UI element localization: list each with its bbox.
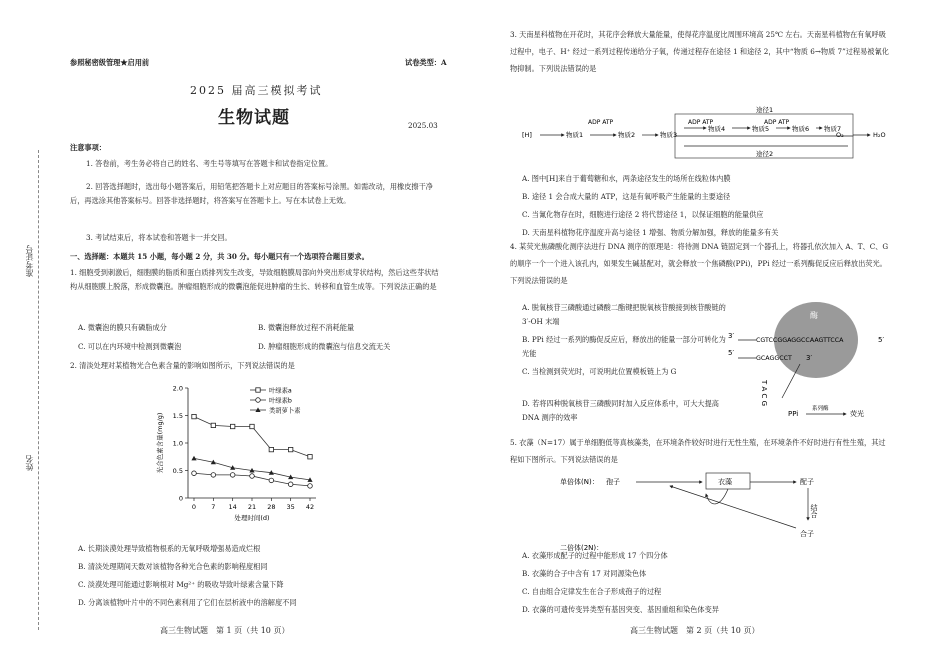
notice-2: 2. 回答选择题时，选出每小题答案后，用铅笔把答题卡上对应题目的答案标号涂黑。如需改动，用橡皮擦干净后，再选涂其他答案标号。回答非选择题时，将答案写在答题卡上。写在本试卷上无效。 <box>70 182 433 205</box>
haploid-label: 单倍体(N)： <box>560 478 599 486</box>
series-1-point <box>269 447 273 451</box>
q5-option-d: D. 衣藻的可遗传变异类型有基因突变、基因重组和染色体变异 <box>522 605 719 614</box>
q5-option-a: A. 衣藻形成配子的过程中能形成 17 个四分体 <box>522 551 668 560</box>
paper-type: 试卷类型：A <box>405 58 447 67</box>
node-5: 物质5 <box>752 125 770 133</box>
q1-option-d: D. 肿瘤细胞形成的微囊泡与信息交流无关 <box>258 342 391 351</box>
series-1-point <box>211 423 215 427</box>
notice-1: 1. 答卷前，考生务必将自己的姓名、考生号等填写在答题卡和试卷指定位置。 <box>86 159 333 168</box>
q5-stem: 5. 衣藻（N=17）属于单细胞低等真核藻类，在环境条件较好时进行无性生殖，在环境条件不好时进行有性生殖，其过程如下图所示。下列说法错误的是 <box>510 438 886 464</box>
q1-option-b: B. 微囊泡释放过程不消耗能量 <box>258 323 355 332</box>
route1-label: 途径1 <box>756 106 774 114</box>
zygote-node: 合子 <box>800 530 814 538</box>
spore-node: 孢子 <box>606 478 620 486</box>
q4-option-b: B. PPi 经过一系列的酶促反应后，释放出的能量一部分可转化为光能 <box>522 335 726 358</box>
x-tick-label: 21 <box>247 503 257 511</box>
dna-bottom-strand: GCAGGCCT <box>756 355 792 362</box>
pigment-line-chart <box>150 378 350 538</box>
series-1-point <box>308 455 312 459</box>
q3-option-d: D. 天南星科植物花序温度升高与途径 1 增强、物质分解加强，释放的能量多有关 <box>522 228 779 237</box>
x-tick-label: 35 <box>286 503 295 511</box>
node-3: 物质3 <box>660 131 678 139</box>
x-tick-label: 28 <box>267 503 276 511</box>
subject-title: 生物试题 <box>218 108 290 128</box>
dna-top-5prime: 5′ <box>878 336 885 344</box>
page2-footer: 高三生物试题 第 2 页（共 10 页） <box>630 626 760 635</box>
dna-top-3prime: 3′ <box>728 332 735 340</box>
y-axis-label: 光合色素含量(mg/g) <box>156 412 164 474</box>
q5-option-b: B. 衣藻的合子中含有 17 对同源染色体 <box>522 569 647 578</box>
start-node: [H] <box>522 131 532 139</box>
series-1-point <box>288 447 292 451</box>
series-2-point <box>192 471 197 476</box>
y-tick-label: 1.5 <box>172 412 183 420</box>
node-o2: O₂ <box>836 131 844 139</box>
node-7: 物质7 <box>824 125 842 133</box>
q2-stem: 2. 清淡处理对某植物光合色素含量的影响如图所示，下列说法错误的是 <box>70 361 295 370</box>
notice-3: 3. 考试结束后，将本试卷和答题卡一并交回。 <box>86 233 232 242</box>
y-tick-label: 2.0 <box>172 384 183 393</box>
series-2-point <box>308 484 313 489</box>
section-heading: 一、选择题：本题共 15 小题，每小题 2 分，共 30 分。每小题只有一个选项符合题目要求。 <box>70 252 369 261</box>
legend-marker-1 <box>256 388 260 392</box>
series-3-point <box>191 456 196 461</box>
q3-option-a: A. 图中[H]来自于葡萄糖和水，两条途径发生的场所在线粒体内膜 <box>522 174 731 183</box>
dna-sequencing-diagram <box>728 298 898 428</box>
series-2-point <box>230 473 235 478</box>
q4-option-d: D. 若将四种脱氧核苷三磷酸同时加入反应体系中，可大大提高 DNA 测序的效率 <box>522 399 719 422</box>
diploid-label: 二倍体(2N)： <box>560 544 604 552</box>
electron-pathway-diagram <box>518 104 898 164</box>
q3-option-c: C. 当氰化物存在时，细胞进行途径 2 将代替途径 1，以保证细胞的能量供应 <box>522 210 764 219</box>
x-tick-label: 7 <box>211 503 216 511</box>
q1-stem: 1. 细胞受到刺激后，细胞膜的脂质和蛋白质排列发生改变，导致细胞膜局部向外突出形成芽状结构，然后这些芽状结构从细胞膜上脱落，形成微囊泡。肿瘤细胞形成的微囊泡能促进肿瘤的生长、转移和血管生成等。下列说法正确的是 <box>70 268 439 291</box>
node-2: 物质2 <box>618 131 636 139</box>
node-6: 物质6 <box>792 125 810 133</box>
enzyme-series-label: 系列酶 <box>812 406 829 412</box>
node-h2o: H₂O <box>873 131 886 139</box>
ticket-number-label: 准考证号 <box>25 245 34 277</box>
q3-option-b: B. 途径 1 会合成大量的 ATP，这是有氧呼吸产生能量的主要途径 <box>522 192 731 201</box>
q4-option-a: A. 脱氧核苷三磷酸通过磷酸二酯键把脱氧核苷酸接到核苷酸链的 3′-OH 末端 <box>522 303 726 326</box>
legend-marker-2 <box>256 398 261 403</box>
x-tick-label: 42 <box>305 503 315 511</box>
page1-footer: 高三生物试题 第 1 页（共 10 页） <box>160 626 290 635</box>
node-1: 物质1 <box>566 131 584 139</box>
atp-label-1: ADP ATP <box>588 119 614 126</box>
legend-label-2: 叶绿素b <box>269 397 292 405</box>
dna-bot-3prime: 3′ <box>806 354 813 362</box>
q1-option-a: A. 微囊泡的膜只有磷脂成分 <box>78 323 167 332</box>
q4-stem: 4. 某荧光焦磷酸化测序法进行 DNA 测序的原理是：将待测 DNA 链固定到一个器孔上，将器孔依次加入 A、T、C、G 的顺序一个一个进入该孔内，如果发生碱基配对，就会释放一个焦磷酸(PPi)，PPi 经过一系列酶促反应后释放出荧光。下列说法错误的是 <box>510 242 889 285</box>
notice-heading: 注意事项： <box>70 143 106 152</box>
x-axis-label: 处理时间(d) <box>234 514 270 522</box>
node-4: 物质4 <box>708 125 726 133</box>
series-1-point <box>250 424 254 428</box>
fluor-label: 荧光 <box>850 410 864 418</box>
y-tick-label: 1.0 <box>172 439 183 448</box>
exam-title: 2025 届高三模拟考试 <box>190 84 323 97</box>
q2-option-c: C. 淡漠处理可能通过影响根对 Mg²⁺ 的吸收导致叶绿素含量下降 <box>78 580 284 589</box>
q2-option-d: D. 分离该植物叶片中的不同色素利用了它们在层析液中的溶解度不同 <box>78 598 297 607</box>
series-2-point <box>269 478 274 483</box>
series-2-point <box>288 482 293 487</box>
y-tick-label: 0.5 <box>172 467 183 475</box>
enzyme-label: 酶 <box>810 311 818 320</box>
series-2-point <box>250 474 255 479</box>
gamete-node: 配子 <box>800 478 814 486</box>
secret-label: 参照秘密级管理★启用前 <box>70 58 150 67</box>
atp-label-2: ADP ATP <box>688 119 714 126</box>
y-tick-label: 0 <box>178 494 183 503</box>
fusion-label: 结合 <box>810 504 818 518</box>
chlamydomonas-cycle-diagram <box>560 470 880 562</box>
x-tick-label: 14 <box>228 503 237 511</box>
x-tick-label: 0 <box>191 503 197 511</box>
series-1-point <box>192 414 196 418</box>
q2-option-a: A. 长期淡漠处理导致植物根系的无氧呼吸增强易造成烂根 <box>78 544 261 553</box>
ppi-label: PPi <box>788 410 799 418</box>
adult-node: 衣藻 <box>718 478 732 486</box>
q1-option-c: C. 可以在内环境中检测到微囊泡 <box>78 342 182 351</box>
series-1-point <box>230 424 234 428</box>
binding-line <box>38 150 39 630</box>
exam-date: 2025.03 <box>408 121 438 130</box>
dna-top-strand: CGTCCGGAGGCCAAGTTCCA <box>756 337 844 344</box>
q2-option-b: B. 清淡处理期间天数对该植物各种光合色素的影响程度相同 <box>78 562 268 571</box>
dna-bot-5prime: 5′ <box>728 349 735 357</box>
q4-option-c: C. 当检测到荧光时，可说明此位置模板链上为 G <box>522 367 677 376</box>
atp-label-3: ADP ATP <box>764 119 790 126</box>
legend-label-3: 类胡萝卜素 <box>269 407 301 415</box>
route2-label: 途径2 <box>756 150 774 158</box>
incoming-bases: T A C G <box>760 380 768 407</box>
name-label: 姓名 <box>25 455 34 471</box>
series-2-point <box>211 473 216 478</box>
legend-label-1: 叶绿素a <box>269 387 292 395</box>
q5-option-c: C. 自由组合定律发生在合子形成孢子的过程 <box>522 587 662 596</box>
q3-stem: 3. 天南星科植物在开花时，其花序会释放大量能量，使得花序温度比周围环境高 25℃ 左右。天南星科植物在有氧呼吸过程中，电子、H⁺ 经过一系列过程传递给分子氧，传递过程存在途径 1 和途径 2，其中“物质 6→物质 7”过程易被氰化物抑制。下列说法错误的是 <box>510 30 889 73</box>
